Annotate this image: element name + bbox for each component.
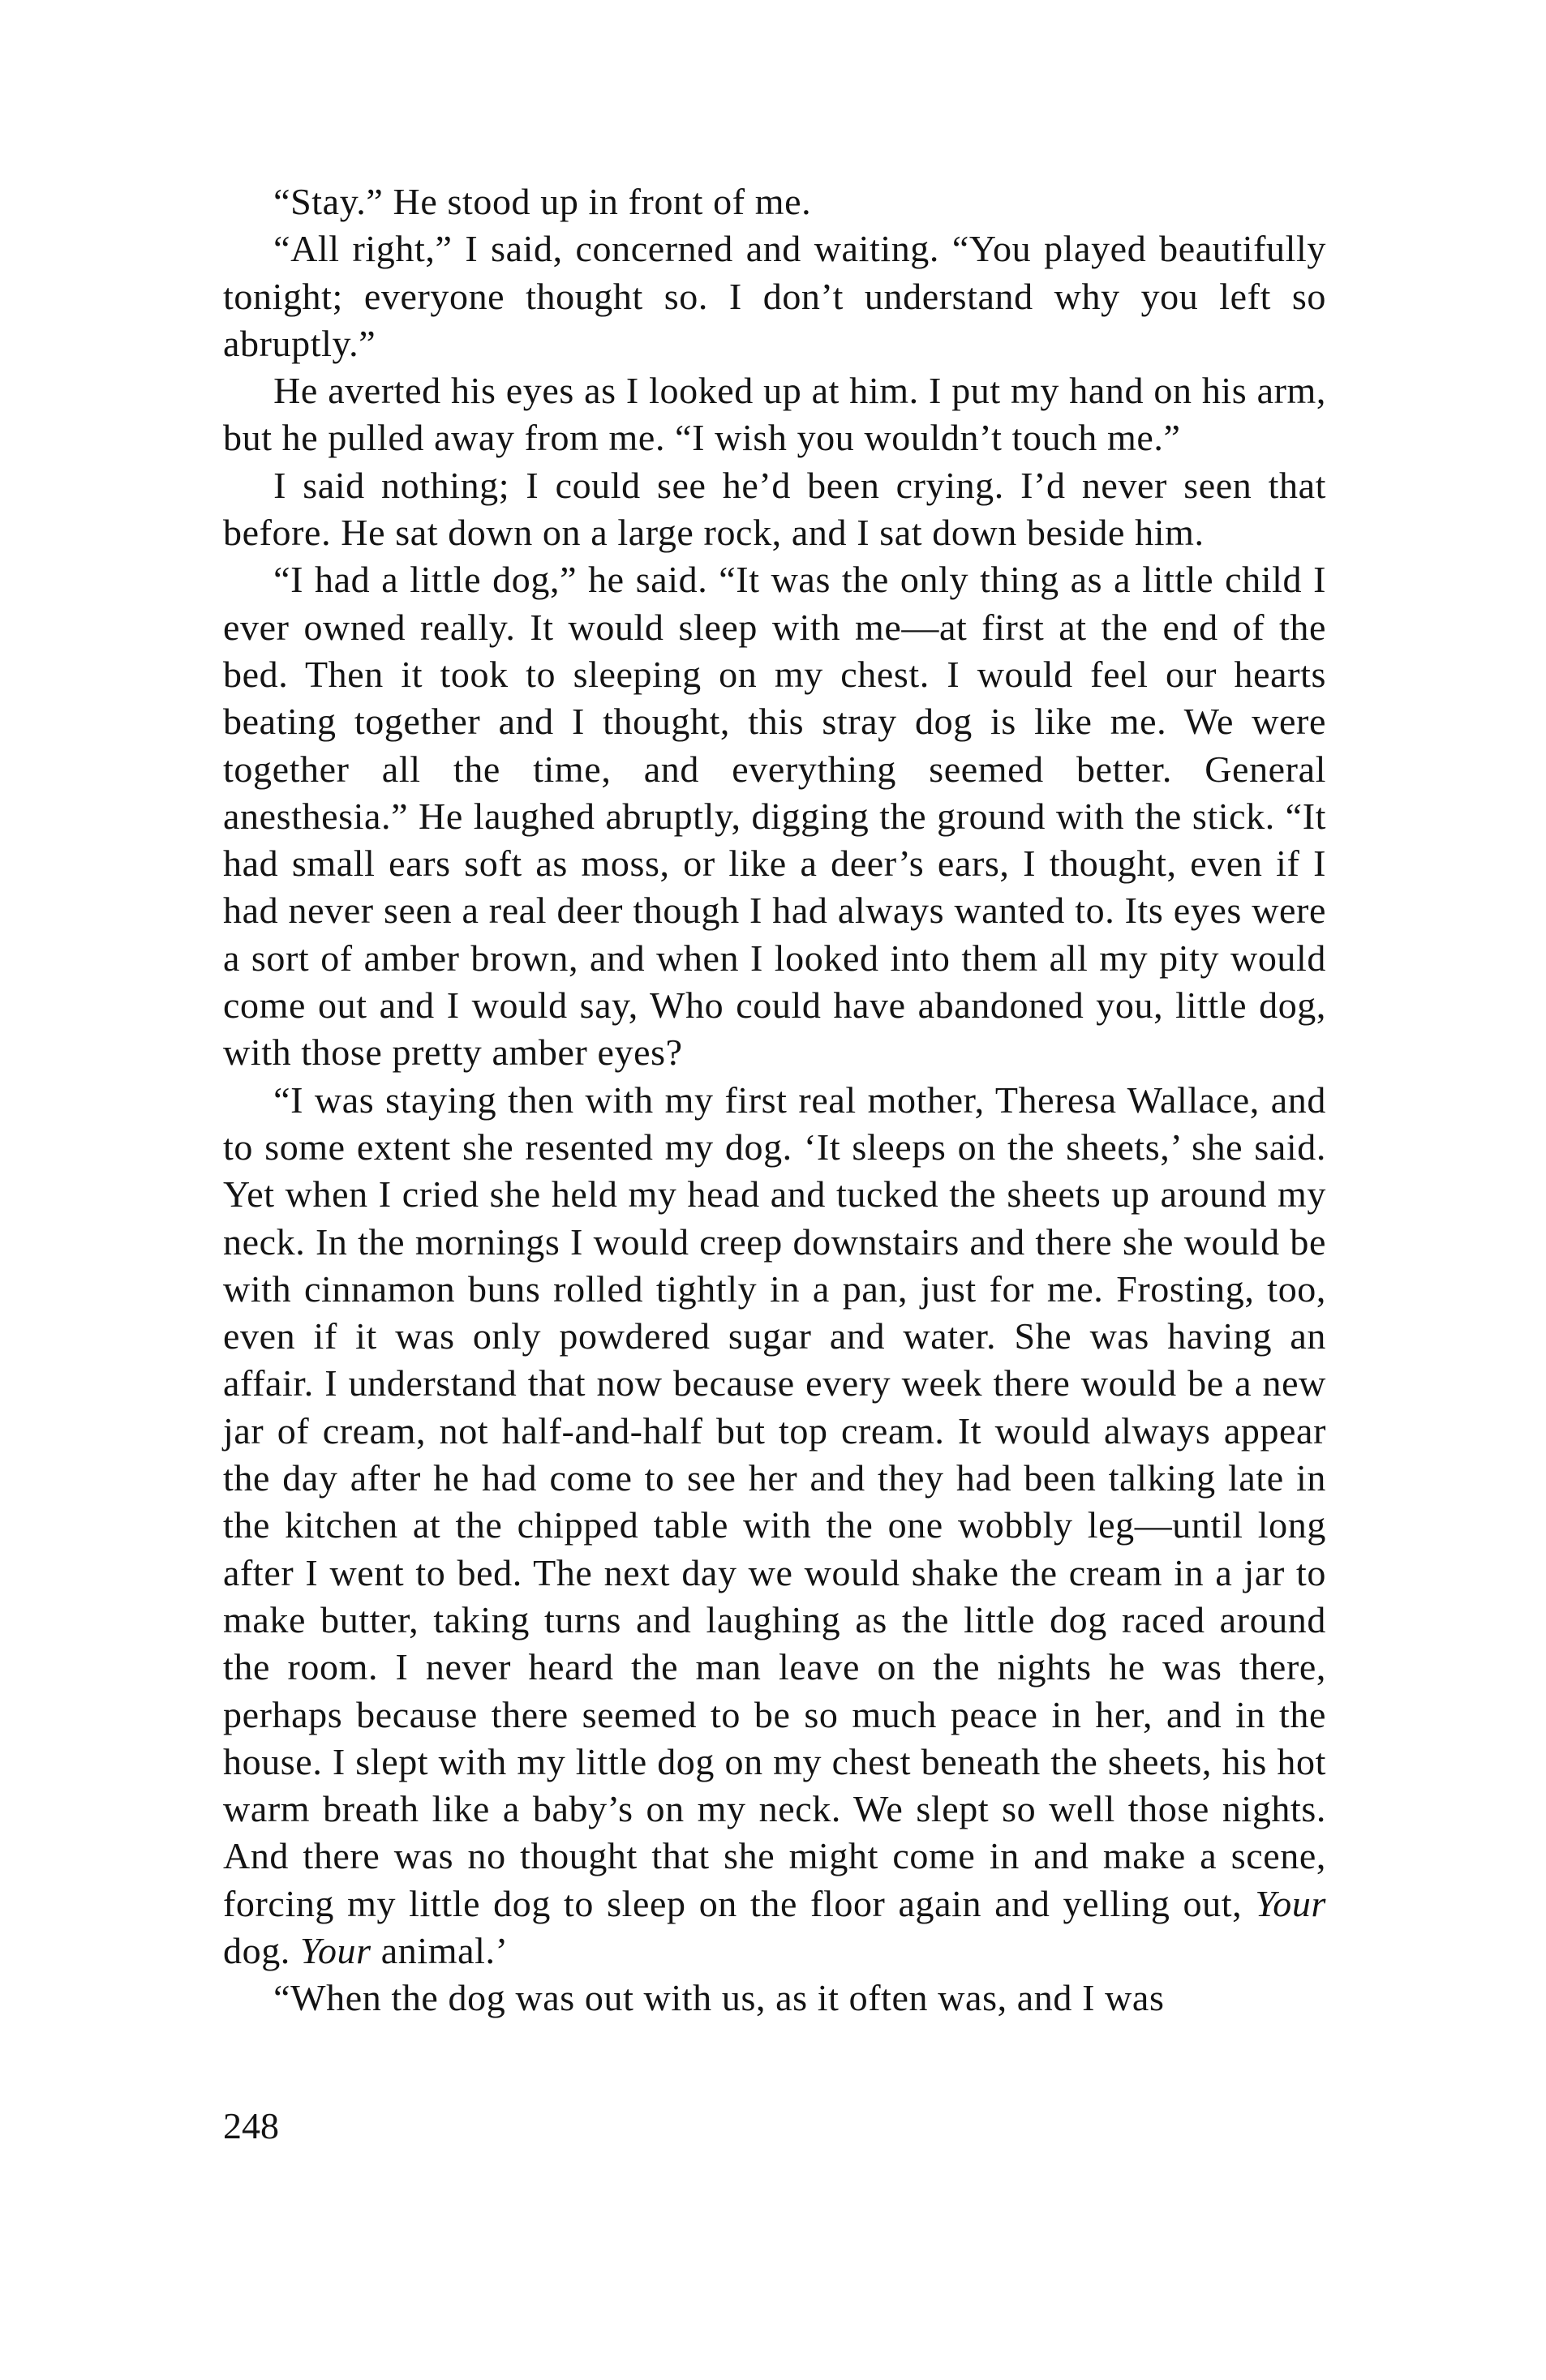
paragraph-6-italic-1: Your (1255, 1882, 1326, 1924)
paragraph-6-mid: dog. (223, 1929, 300, 1971)
paragraph-6-end: animal.’ (371, 1929, 509, 1971)
paragraph-6 (223, 1077, 1326, 1975)
paragraph-3: He averted his eyes as I looked up at him. I put my hand on his arm, but he pulled away from me. “I wish you wouldn’t touch me.” (223, 370, 1326, 459)
paragraph-5: “I had a little dog,” he said. “It was the only thing as a little child I ever owned really. It would sleep with me—at first at the end of the bed. Then it took to sleeping on my chest. I would feel our hearts beating together and I thought, this stray dog is like me. We were together all the time, and everything seemed better. General anesthesia.” He laughed abruptly, digging the ground with the stick. “It had small ears soft as moss, or like a deer’s ears, I thought, even if I had never seen a real deer though I had always wanted to. Its eyes were a sort of amber brown, and when I looked into them all my pity would come out and I would say, Who could have abandoned you, little dog, with those pretty amber eyes? (223, 559, 1326, 1074)
page-number: 248 (223, 2105, 279, 2146)
paragraph-2: “All right,” I said, concerned and waiting. “You played beautifully tonight; everyone thought so. I don’t understand why you left so abruptly.” (223, 228, 1326, 364)
paragraph-6-italic-2: Your (300, 1929, 371, 1971)
paragraph-7: “When the dog was out with us, as it often was, and I was (273, 1977, 1165, 2019)
paragraph-1: “Stay.” He stood up in front of me. (273, 181, 812, 222)
paragraph-6-text: “I was staying then with my first real mother, Theresa Wallace, and to some extent she resented my dog. ‘It sleeps on the sheets,’ she said. Yet when I cried she held my head and tucked the sheets up around my neck. In the mornings I would creep downstairs and there she would be with cinnamon buns rolled tightly in a pan, just for me. Frosting, too, even if it was only powdered sugar and water. She was having an affair. I understand that now because every week there would be a new jar of cream, not half-and-half but top cream. It would always appear the day after he had come to see her and they had been talking late in the kitchen at the chipped table with the one wobbly leg—until long after I went to bed. The next day we would shake the cream in a jar to make butter, taking turns and laughing as the little dog raced around the room. I never heard the man leave on the nights he was there, perhaps because there seemed to be so much peace in her, and in the house. I slept with my little dog on my chest beneath the sheets, his hot warm breath like a baby’s on my neck. We slept so well those nights. And there was no thought that she might come in and make a scene, forcing my little dog to sleep on the floor again and yelling out, (223, 1079, 1326, 1924)
paragraph-4: I said nothing; I could see he’d been crying. I’d never seen that before. He sat down on a large rock, and I sat down beside him. (223, 464, 1326, 554)
page-text-block (223, 178, 1326, 2022)
